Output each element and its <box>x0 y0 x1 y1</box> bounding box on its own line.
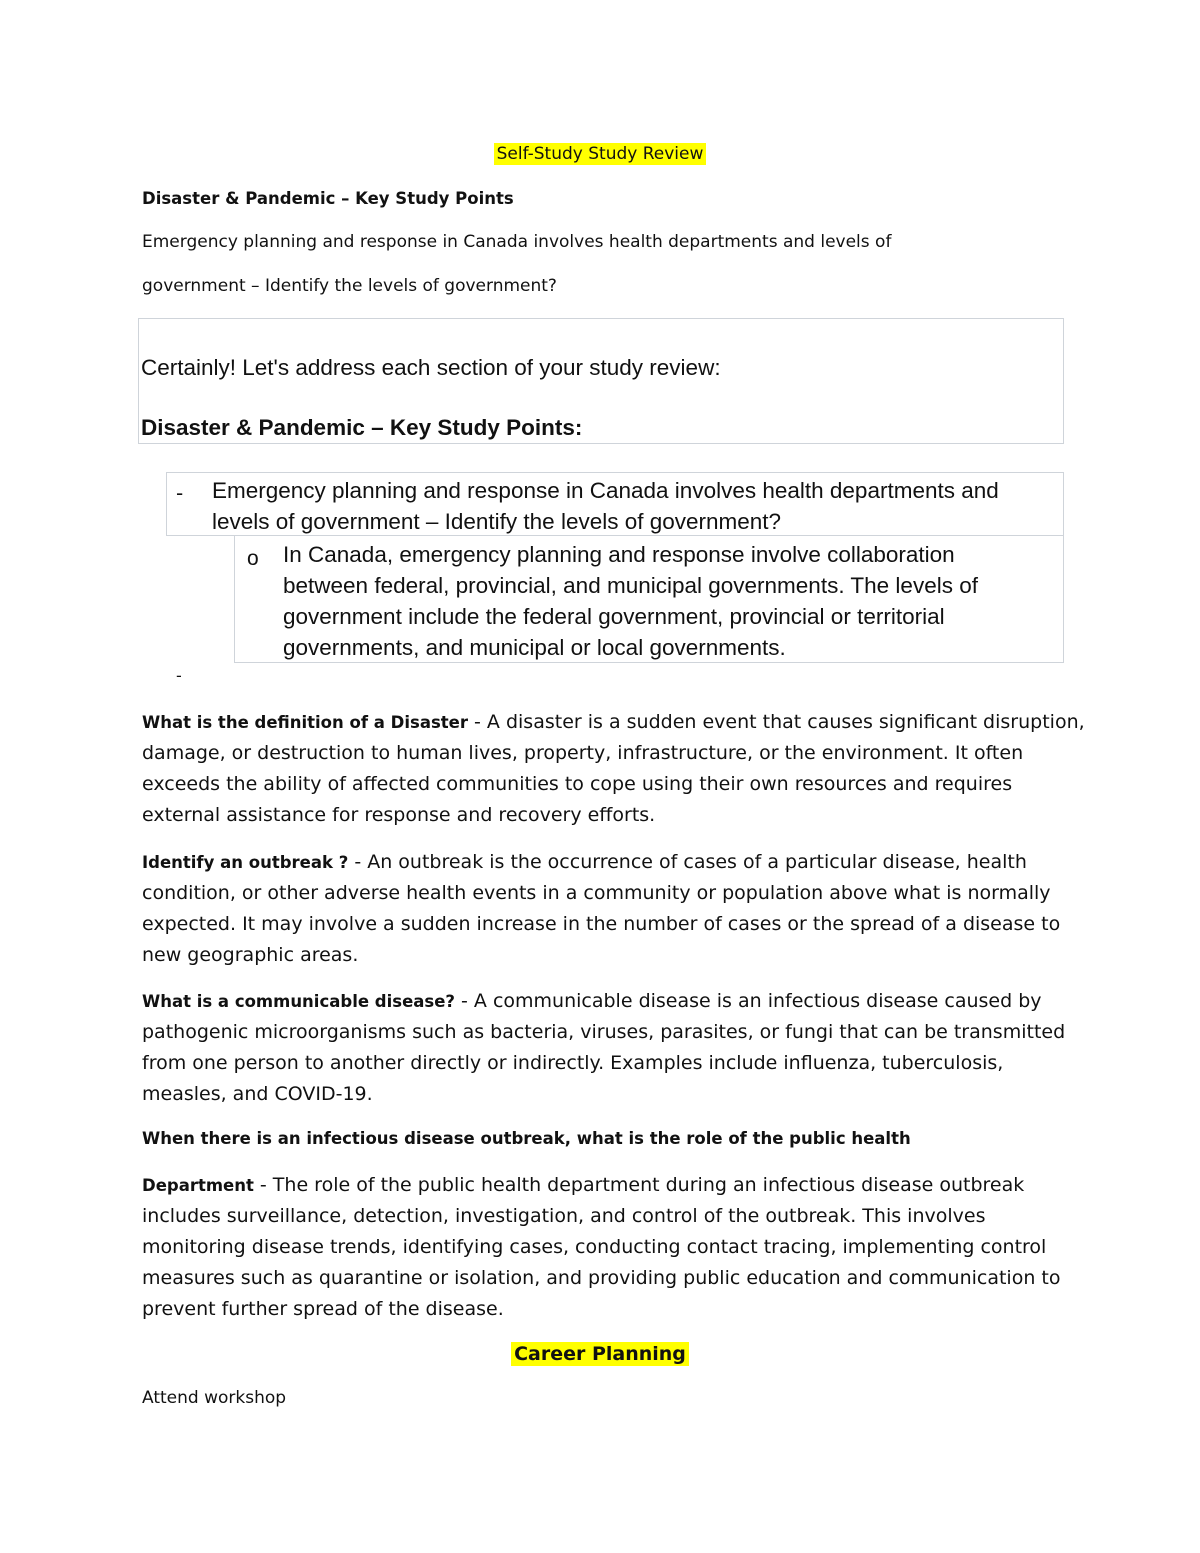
public-health-question: When there is an infectious disease outbreak, what is the role of the public health <box>142 1129 911 1148</box>
qa-outbreak-line-3: expected. It may involve a sudden increase in the number of cases or the spread of a disease to <box>142 913 1061 935</box>
qa-definition-line-4: external assistance for response and recovery efforts. <box>142 804 656 826</box>
public-health-question-word: Department <box>142 1176 254 1195</box>
title-highlight: Self-Study Study Review <box>494 143 707 165</box>
document-title <box>0 146 1200 163</box>
answer-item-box <box>234 535 1064 663</box>
public-health-line-1 <box>142 1176 1024 1195</box>
trailing-dash: - <box>176 666 182 685</box>
qa-definition-question: What is the definition of a Disaster <box>142 713 468 732</box>
answer-item-line-2: between federal, provincial, and municipal governments. The levels of <box>283 573 978 598</box>
answer-box <box>138 318 1064 444</box>
circle-bullet-icon: o <box>247 547 259 570</box>
answer-item-line-4: governments, and municipal or local governments. <box>283 635 786 660</box>
qa-communicable-line-1 <box>142 992 1042 1011</box>
section-heading: Disaster & Pandemic – Key Study Points <box>142 189 514 208</box>
answer-opening: Certainly! Let's address each section of your study review: <box>141 355 721 380</box>
qa-outbreak-line-1 <box>142 853 1027 872</box>
public-health-line-2: includes surveillance, detection, investigation, and control of the outbreak. This involves <box>142 1205 986 1227</box>
career-heading <box>0 1345 1200 1364</box>
public-health-answer: - The role of the public health department during an infectious disease outbreak <box>253 1174 1025 1196</box>
qa-definition-line-2: damage, or destruction to human lives, property, infrastructure, or the environment. It often <box>142 742 1024 764</box>
dash-bullet: - <box>176 481 184 505</box>
public-health-line-3: monitoring disease trends, identifying cases, conducting contact tracing, implementing control <box>142 1236 1047 1258</box>
public-health-line-4: measures such as quarantine or isolation, and providing public education and communication to <box>142 1267 1061 1289</box>
qa-outbreak-line-2: condition, or other adverse health events in a community or population above what is normally <box>142 882 1051 904</box>
intro-line-2: government – Identify the levels of government? <box>142 276 557 296</box>
answer-heading: Disaster & Pandemic – Key Study Points: <box>141 415 583 440</box>
qa-communicable-line-3: from one person to another directly or indirectly. Examples include influenza, tuberculosis, <box>142 1052 1004 1074</box>
qa-communicable-question: What is a communicable disease? <box>142 992 455 1011</box>
qa-definition-line-3: exceeds the ability of affected communities to cope using their own resources and requires <box>142 773 1013 795</box>
question-line-2: levels of government – Identify the levels of government? <box>212 509 782 534</box>
qa-outbreak-question: Identify an outbreak ? <box>142 853 349 872</box>
answer-item-line-1: In Canada, emergency planning and response involve collaboration <box>283 542 955 567</box>
qa-outbreak-answer: - An outbreak is the occurrence of cases of a particular disease, health <box>348 851 1027 873</box>
qa-outbreak-line-4: new geographic areas. <box>142 944 359 966</box>
qa-communicable-line-4: measles, and COVID-19. <box>142 1083 373 1105</box>
question-line-1: Emergency planning and response in Canada involves health departments and <box>212 478 999 503</box>
intro-line-1: Emergency planning and response in Canada involves health departments and levels of <box>142 232 892 252</box>
career-item: Attend workshop <box>142 1388 287 1408</box>
question-box <box>166 472 1064 536</box>
career-heading-highlight: Career Planning <box>511 1342 689 1366</box>
public-health-line-5: prevent further spread of the disease. <box>142 1298 504 1320</box>
qa-communicable-line-2: pathogenic microorganisms such as bacteria, viruses, parasites, or fungi that can be transmitted <box>142 1021 1066 1043</box>
qa-communicable-answer: - A communicable disease is an infectious disease caused by <box>454 990 1042 1012</box>
qa-definition-line-1 <box>142 713 1085 732</box>
qa-definition-answer: - A disaster is a sudden event that causes significant disruption, <box>468 711 1085 733</box>
answer-item-line-3: government include the federal government, provincial or territorial <box>283 604 945 629</box>
